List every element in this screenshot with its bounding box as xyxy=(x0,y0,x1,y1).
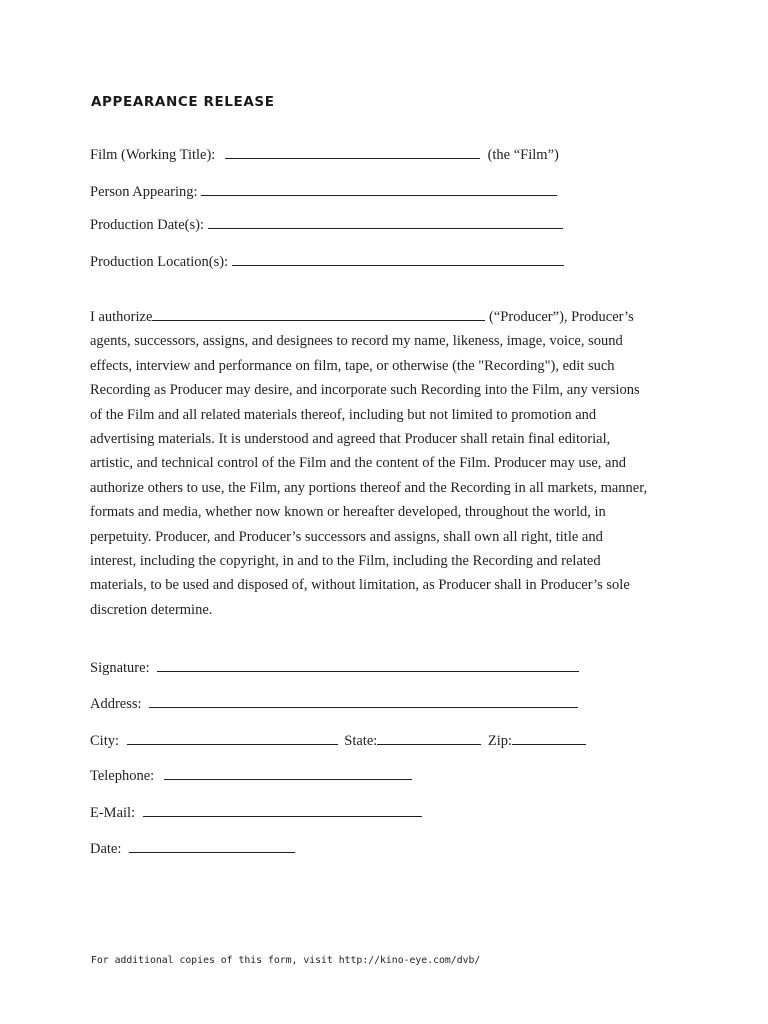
telephone-row xyxy=(90,767,412,785)
film-title-row xyxy=(90,146,559,164)
film-title-input[interactable] xyxy=(225,146,480,159)
address-label: Address: xyxy=(90,696,142,712)
city-state-zip-row xyxy=(90,732,586,750)
authorize-prefix: I authorize xyxy=(90,309,153,325)
city-label: City: xyxy=(90,733,120,749)
document-title: APPEARANCE RELEASE xyxy=(91,94,275,110)
release-paragraph xyxy=(90,305,650,622)
production-date-input[interactable] xyxy=(208,216,563,229)
date-row xyxy=(90,840,295,858)
state-label: State: xyxy=(344,733,378,749)
production-location-input[interactable] xyxy=(232,253,564,266)
production-date-row xyxy=(90,216,563,234)
producer-name-input[interactable] xyxy=(152,308,485,321)
film-suffix: (the “Film”) xyxy=(487,147,559,163)
production-date-label: Production Date(s): xyxy=(90,217,204,233)
state-input[interactable] xyxy=(377,732,481,745)
footer-note: For additional copies of this form, visit http://kino-eye.com/dvb/ xyxy=(91,955,481,966)
signature-label: Signature: xyxy=(90,660,150,676)
person-appearing-input[interactable] xyxy=(201,183,557,196)
zip-input[interactable] xyxy=(512,732,586,745)
address-row xyxy=(90,695,578,713)
city-input[interactable] xyxy=(127,732,338,745)
film-title-label: Film (Working Title): xyxy=(90,147,216,163)
date-input[interactable] xyxy=(129,840,295,853)
production-location-label: Production Location(s): xyxy=(90,254,229,270)
person-appearing-label: Person Appearing: xyxy=(90,184,198,200)
signature-row xyxy=(90,659,579,677)
authorize-suffix: (“Producer”), Producer’s xyxy=(489,309,634,325)
email-row xyxy=(90,804,422,822)
email-label: E-Mail: xyxy=(90,805,136,821)
zip-label: Zip: xyxy=(487,733,513,749)
email-input[interactable] xyxy=(143,804,422,817)
person-appearing-row xyxy=(90,183,557,201)
release-body-text: agents, successors, assigns, and designees to record my name, likeness, image, voice, sound effects, interview and performance on film, tape, or otherwise (the "Recording"), edit such Recording as Producer may desire, and incorporate such Recording into the Film, any versions of the Film and all related materials thereof, including but not limited to promotion and advertising materials. It is understood and agreed that Producer shall retain final editorial, artistic, and technical control of the Film and the content of the Film. Producer may use, and authorize others to use, the Film, any portions thereof and the Recording in all markets, manner, formats and media, whether now known or hereafter developed, throughout the world, in perpetuity. Producer, and Producer’s successors and assigns, shall own all right, title and interest, including the copyright, in and to the Film, including the Recording and related materials, to be used and disposed of, without limitation, as Producer shall in Producer’s sole discretion determine. xyxy=(90,333,648,618)
address-input[interactable] xyxy=(149,695,578,708)
date-label: Date: xyxy=(90,841,122,857)
telephone-input[interactable] xyxy=(164,767,412,780)
production-location-row xyxy=(90,253,564,271)
telephone-label: Telephone: xyxy=(90,768,155,784)
signature-input[interactable] xyxy=(157,659,579,672)
